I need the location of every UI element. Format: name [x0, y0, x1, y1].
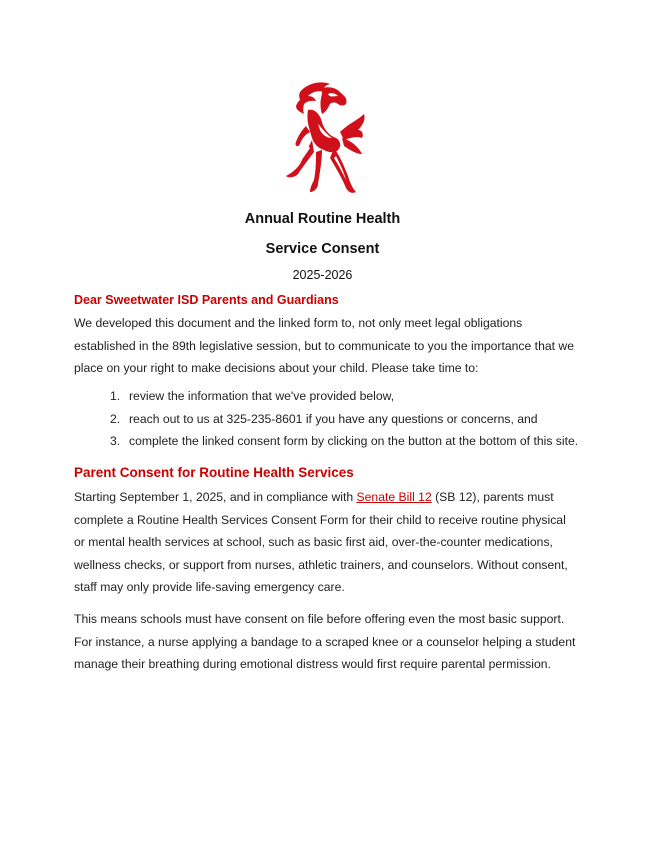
list-item-text: complete the linked consent form by clicking on the button at the bottom of this site.: [129, 434, 579, 448]
list-item: [74, 430, 579, 453]
list-item-text: reach out to us at 325-235-8601 if you have any questions or concerns, and: [129, 411, 538, 426]
consent-text-after: (SB 12), parents must complete a Routine Health Services Consent Form for their child to receive routine physical or mental health services at school, such as basic first aid, over-the-counter medications, wellness checks, or support from nurses, athletic trainers, and counselors. Without consent, staff may only provide life-saving emergency care.: [74, 490, 568, 594]
consent-heading: Parent Consent for Routine Health Services: [74, 465, 354, 480]
steps-list: [74, 385, 579, 453]
list-item: [74, 385, 579, 408]
list-item-text: review the information that we've provided below,: [129, 389, 395, 403]
list-item-number: 1.: [110, 389, 121, 403]
list-item-number: 2.: [110, 411, 121, 426]
consent-paragraph: [74, 486, 579, 599]
intro-paragraph: We developed this document and the linked form to, not only meet legal obligations established in the 89th legislative session, but to communicate to you the importance that we place on your right to make decisions about your child. Please take time to:: [74, 316, 574, 375]
list-item: [74, 408, 579, 431]
intro-heading: Dear Sweetwater ISD Parents and Guardians: [74, 293, 339, 307]
school-year: 2025-2026: [292, 268, 353, 282]
page-title-line2: Service Consent: [265, 241, 380, 257]
list-item-number: 3.: [110, 434, 121, 448]
consent-text-before: Starting September 1, 2025, and in compliance with: [74, 490, 357, 504]
consent-example-paragraph: This means schools must have consent on file before offering even the most basic support. For instance, a nurse applying a bandage to a scraped knee or a counselor helping a student manage their breathing during emotional distress would first require parental permission.: [74, 612, 576, 671]
mustang-mascot-icon: [278, 80, 370, 198]
page-title-line1: Annual Routine Health: [244, 211, 401, 227]
senate-bill-12-link[interactable]: Senate Bill 12: [356, 490, 432, 504]
